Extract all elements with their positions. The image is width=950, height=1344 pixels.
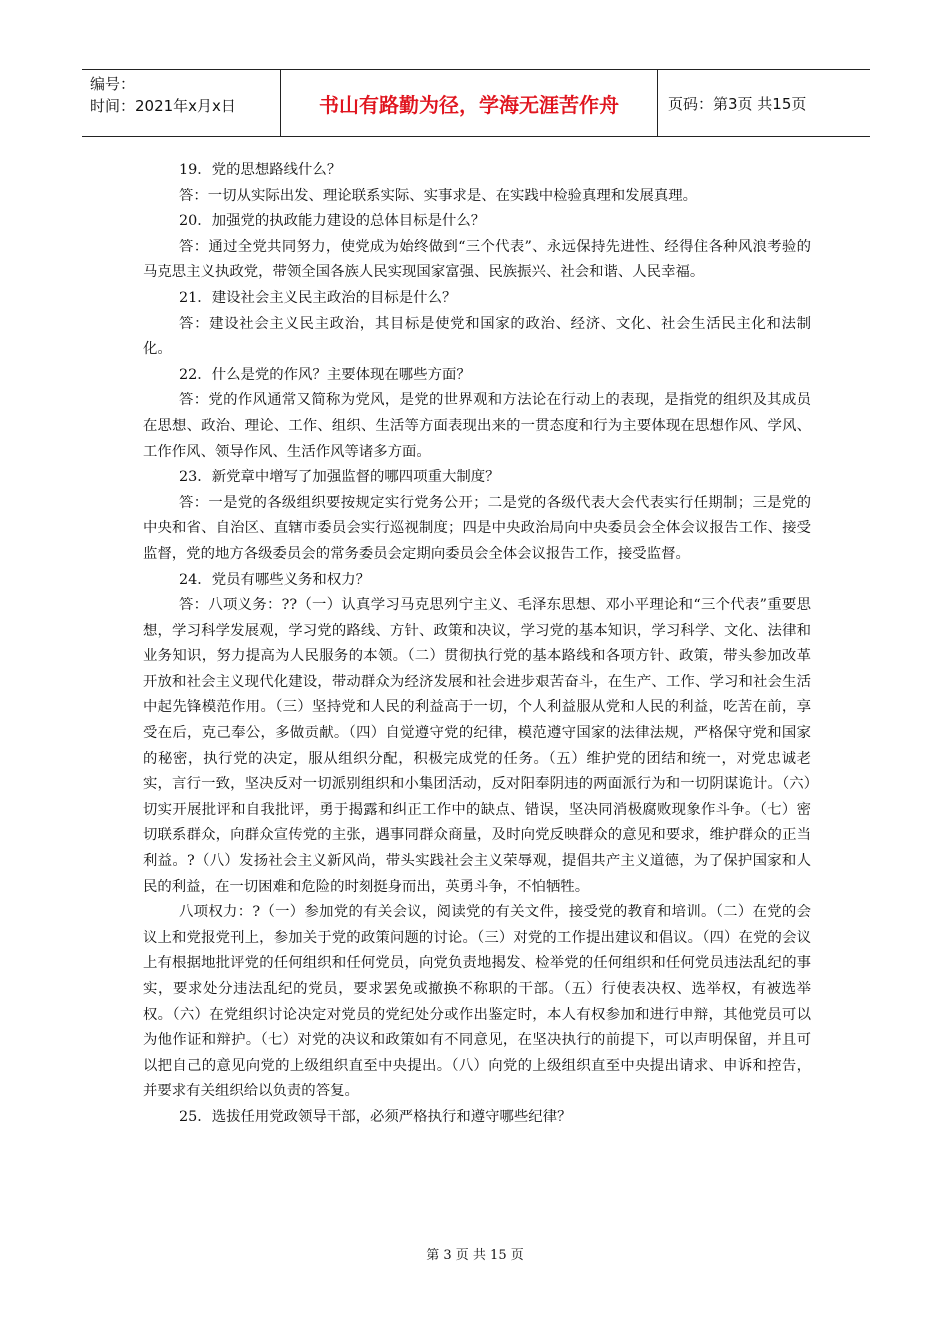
document-body bbox=[143, 158, 811, 1131]
question-20: 20．加强党的执政能力建设的总体目标是什么？ bbox=[179, 213, 486, 230]
document-number-label: 编号： bbox=[90, 75, 136, 93]
page-header bbox=[82, 69, 870, 137]
header-meta bbox=[82, 70, 281, 136]
question-24: 24．党员有哪些义务和权力？ bbox=[179, 571, 370, 588]
question-23: 23．新党章中增写了加强监督的哪四项重大制度？ bbox=[179, 469, 500, 486]
answer-21: 答：建设社会主义民主政治，其目标是使党和国家的政治、经济、文化、社会生活民主化和法制化。 bbox=[143, 315, 811, 358]
page-footer: 第 3 页 共 15 页 bbox=[426, 1248, 524, 1263]
answer-24-duties: 答：八项义务：??（一）认真学习马克思列宁主义、毛泽东思想、邓小平理论和“三个代表”重要思想，学习科学发展观，学习党的路线、方针、政策和决议，学习党的基本知识，学习科学、文化、法律和业务知识，努力提高为人民服务的本领。（二）贯彻执行党的基本路线和各项方针、政策，带头参加改革开放和社会主义现代化建设，带动群众为经济发展和社会进步艰苦奋斗，在生产、工作、学习和社会生活中起先锋模范作用。（三）坚持党和人民的利益高于一切，个人利益服从党和人民的利益，吃苦在前，享受在后，克己奉公，多做贡献。（四）自觉遵守党的纪律，模范遵守国家的法律法规，严格保守党和国家的秘密，执行党的决定，服从组织分配，积极完成党的任务。（五）维护党的团结和统一，对党忠诚老实，言行一致，坚决反对一切派别组织和小集团活动，反对阳奉阴违的两面派行为和一切阴谋诡计。（六）切实开展批评和自我批评，勇于揭露和纠正工作中的缺点、错误，坚决同消极腐败现象作斗争。（七）密切联系群众，向群众宣传党的主张，遇事同群众商量，及时向党反映群众的意见和要求，维护群众的正当利益。?（八）发扬社会主义新风尚，带头实践社会主义荣辱观，提倡共产主义道德，为了保护国家和人民的利益，在一切困难和危险的时刻挺身而出，英勇斗争，不怕牺牲。 bbox=[143, 597, 811, 895]
header-page-info: 页码：第3页 共15页 bbox=[668, 94, 807, 113]
answer-19: 答：一切从实际出发、理论联系实际、实事求是、在实践中检验真理和发展真理。 bbox=[179, 187, 698, 204]
document-time-label: 时间：2021年x月x日 bbox=[90, 97, 236, 115]
header-motto: 书山有路勤为径，学海无涯苦作舟 bbox=[281, 70, 658, 136]
question-25: 25．选拔任用党政领导干部，必须严格执行和遵守哪些纪律？ bbox=[179, 1108, 572, 1125]
answer-20: 答：通过全党共同努力，使党成为始终做到“三个代表”、永远保持先进性、经得住各种风浪考验的马克思主义执政党，带领全国各族人民实现国家富强、民族振兴、社会和谐、人民幸福。 bbox=[143, 238, 811, 281]
question-22: 22．什么是党的作风？主要体现在哪些方面？ bbox=[179, 366, 471, 383]
answer-23: 答：一是党的各级组织要按规定实行党务公开；二是党的各级代表大会代表实行任期制；三是党的中央和省、自治区、直辖市委员会实行巡视制度；四是中央政治局向中央委员会全体会议报告工作、接受监督，党的地方各级委员会的常务委员会定期向委员会全体会议报告工作，接受监督。 bbox=[143, 494, 811, 562]
question-21: 21．建设社会主义民主政治的目标是什么？ bbox=[179, 289, 457, 306]
answer-22: 答：党的作风通常又简称为党风，是党的世界观和方法论在行动上的表现，是指党的组织及其成员在思想、政治、理论、工作、组织、生活等方面表现出来的一贯态度和行为主要体现在思想作风、学风、工作作风、领导作风、生活作风等诸多方面。 bbox=[143, 392, 811, 460]
question-19: 19．党的思想路线什么？ bbox=[179, 162, 342, 178]
answer-24-rights: 八项权力：?（一）参加党的有关会议，阅读党的有关文件，接受党的教育和培训。（二）在党的会议上和党报党刊上，参加关于党的政策问题的讨论。（三）对党的工作提出建议和倡议。（四）在党的会议上有根据地批评党的任何组织和任何党员，向党负责地揭发、检举党的任何组织和任何党员违法乱纪的事实，要求处分违法乱纪的党员，要求罢免或撤换不称职的干部。（五）行使表决权、选举权，有被选举权。（六）在党组织讨论决定对党员的党纪处分或作出鉴定时，本人有权参加和进行申辩，其他党员可以为他作证和辩护。（七）对党的决议和政策如有不同意见，在坚决执行的前提下，可以声明保留，并且可以把自己的意见向党的上级组织直至中央提出。（八）向党的上级组织直至中央提出请求、申诉和控告，并要求有关组织给以负责的答复。 bbox=[143, 904, 811, 1100]
